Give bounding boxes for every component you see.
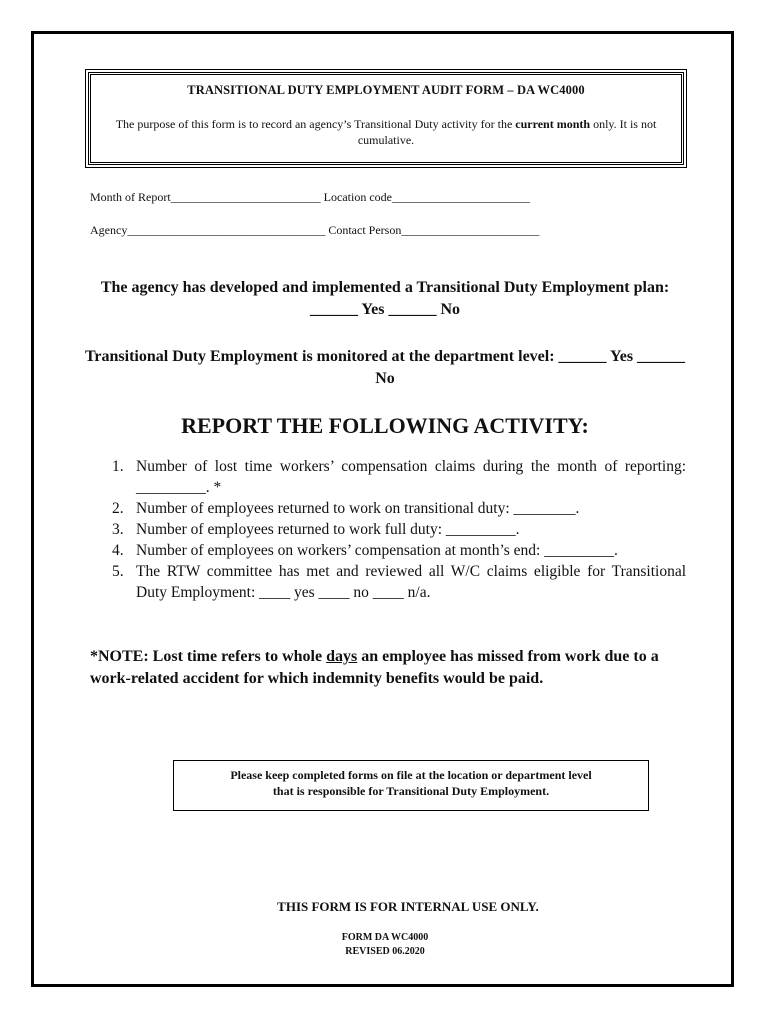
location-code-field[interactable]: _______________________ bbox=[391, 190, 530, 204]
keep-on-file-box bbox=[173, 760, 649, 811]
list-item-number: 5. bbox=[112, 563, 124, 580]
list-item-text: Number of employees returned to work on transitional duty: ________. bbox=[136, 500, 580, 517]
question-department-monitoring: Transitional Duty Employment is monitored at the department level: ______ Yes ______ No bbox=[84, 348, 686, 387]
list-item-number: 4. bbox=[112, 542, 124, 559]
field-row-agency-contact bbox=[90, 223, 539, 238]
note-after: an employee has missed from work due to a work-related accident for which indemnity benefits would be paid. bbox=[90, 648, 659, 687]
note-before: *NOTE: Lost time refers to whole bbox=[90, 648, 327, 665]
purpose-prefix: The purpose of this form is to record an agency’s Transitional Duty activity for the bbox=[115, 117, 516, 131]
purpose-bold: current month bbox=[515, 117, 591, 131]
list-item-number: 1. bbox=[112, 458, 124, 475]
form-number: FORM DA WC4000 bbox=[341, 932, 429, 943]
note-underlined-word: days bbox=[326, 648, 358, 665]
question-plan-implemented: The agency has developed and implemented a Transitional Duty Employment plan: ______ Yes ______ No bbox=[100, 279, 670, 318]
contact-person-label: Contact Person bbox=[325, 223, 402, 237]
section-heading: REPORT THE FOLLOWING ACTIVITY: bbox=[181, 413, 589, 438]
agency-label: Agency bbox=[90, 223, 128, 237]
list-item bbox=[106, 498, 686, 519]
agency-field[interactable]: _________________________________ bbox=[127, 223, 326, 237]
list-item bbox=[106, 561, 686, 603]
activity-list bbox=[106, 456, 686, 603]
list-item-number: 2. bbox=[112, 500, 124, 517]
form-purpose bbox=[113, 116, 659, 148]
purpose-suffix: only. It is not cumulative. bbox=[357, 117, 657, 147]
list-item-text: Number of employees returned to work full duty: _________. bbox=[136, 521, 520, 538]
location-code-label: Location code bbox=[320, 190, 392, 204]
list-item-number: 3. bbox=[112, 521, 124, 538]
header-box bbox=[88, 72, 684, 165]
form-identifier bbox=[0, 931, 770, 959]
form-title: TRANSITIONAL DUTY EMPLOYMENT AUDIT FORM – DA WC4000 bbox=[187, 83, 585, 97]
month-of-report-field[interactable]: _________________________ bbox=[170, 190, 321, 204]
list-item-text: Number of lost time workers’ compensation claims during the month of reporting: _________. * bbox=[136, 458, 686, 496]
list-item-text: Number of employees on workers’ compensation at month’s end: _________. bbox=[136, 542, 618, 559]
list-item bbox=[106, 540, 686, 561]
field-row-month-location bbox=[90, 190, 530, 205]
list-item-text: The RTW committee has met and reviewed all W/C claims eligible for Transitional Duty Employment: ____ yes ____ no ____ n/a. bbox=[136, 563, 686, 601]
keep-box-line-1: Please keep completed forms on file at the location or department level bbox=[230, 768, 592, 782]
month-of-report-label: Month of Report bbox=[90, 190, 171, 204]
list-item bbox=[106, 519, 686, 540]
revision-date: REVISED 06.2020 bbox=[345, 946, 425, 957]
keep-box-line-2: that is responsible for Transitional Duty Employment. bbox=[272, 784, 550, 798]
contact-person-field[interactable]: _______________________ bbox=[401, 223, 540, 237]
lost-time-note bbox=[90, 646, 690, 690]
list-item bbox=[106, 456, 686, 498]
internal-use-notice: THIS FORM IS FOR INTERNAL USE ONLY. bbox=[277, 899, 539, 914]
